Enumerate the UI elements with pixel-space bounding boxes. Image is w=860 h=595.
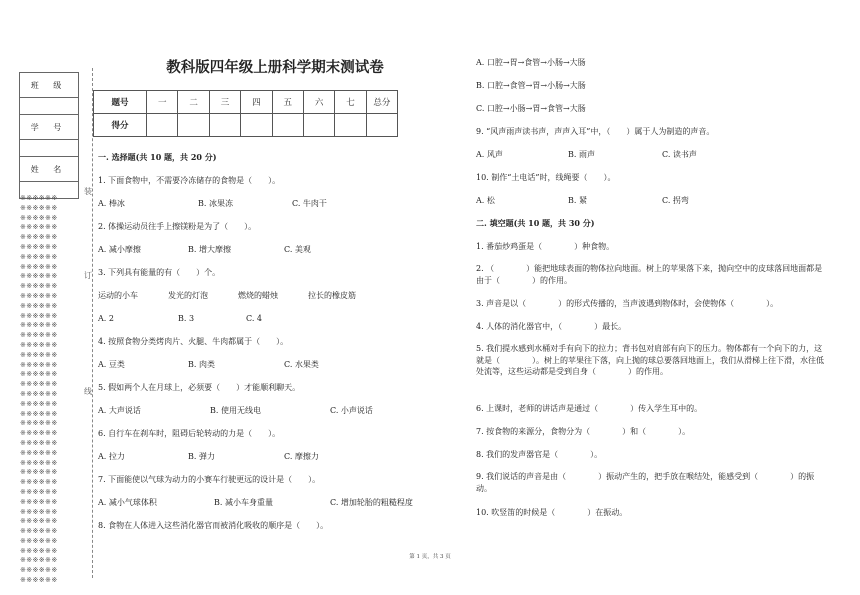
score-blank-cell[interactable] [147, 114, 178, 137]
q2-option-b: B. 增大摩擦 [188, 245, 231, 254]
page-title: 教科版四年级上册科学期末测试卷 [166, 59, 384, 76]
fill-question-5: 5. 我们提水感到水桶对手有向下的拉力；背书包对肩部有向下的压力。物体都有一个向下的力，这就是（ ）。树上的苹果往下落，向上抛的球总要落回地面上，我们从滑梯上往下滑，水往低处流等，这些运动都是受到自身（ ）的作用。 [476, 344, 824, 376]
q8-option-b: B. 口腔→食管→胃→小肠→大肠 [476, 81, 586, 90]
question-1: 1. 下面食物中，不需要冷冻储存的食物是（ ）。 [98, 176, 281, 185]
q8-option-c: C. 口腔→小肠→胃→食管→大肠 [476, 104, 586, 113]
fill-question-4: 4. 人体的消化器官中，（ ）最长。 [476, 322, 627, 331]
score-header-cell: 六 [303, 91, 334, 114]
q4-option-c: C. 水果类 [284, 360, 319, 369]
score-header-cell: 五 [272, 91, 303, 114]
q9-option-b: B. 雨声 [568, 150, 595, 159]
score-label-cell: 得分 [94, 114, 147, 137]
score-header-cell: 三 [209, 91, 240, 114]
fill-question-2: 2. （ ）能把地球表面的物体拉向地面。树上的苹果落下来，抛向空中的皮球落回地面都是由于（ ）的作用。 [476, 264, 823, 285]
q7-option-b: B. 减小车身重量 [214, 498, 273, 507]
q8-option-a: A. 口腔→胃→食管→小肠→大肠 [476, 58, 586, 67]
binding-fill-pattern: ※※※※※※ ※※※※※※ ※※※※※※ ※※※※※※ ※※※※※※ ※※※※※※ ※※※※※※ ※※※※※※ ※※※※※※ ※※※※※※ ※※※※※※ ※※※※※※ ※※※※※※ ※※※※※※ ※※※※※※ ※※※※※※ ※※※※※※ ※※※※※※ ※※※※※※ ※※※※※※ ※※※※※※ ※※※※※※ ※※※※※※ ※※※※※※ ※※※※※※ ※※※※※※ ※※※※※※ ※※※※※※ ※※※※※※ ※※※※※※ ※※※※※※ ※※※※※※ ※※※※※※ ※※※※※※ ※※※※※※ ※※※※※※ ※※※※※※ ※※※※※※ ※※※※※※ ※※※※※※ [20, 194, 58, 584]
score-blank-cell[interactable] [241, 114, 272, 137]
student-number-label: 学 号 [20, 115, 79, 140]
q6-option-c: C. 摩擦力 [284, 452, 319, 461]
fill-question-9: 9. 我们说话的声音是由（ ）振动产生的，把手放在喉结处，能感受到（ ）的振动。 [476, 472, 815, 493]
score-blank-cell[interactable] [303, 114, 334, 137]
q5-option-a: A. 大声说话 [98, 406, 141, 415]
fill-question-1: 1. 番茄炒鸡蛋是（ ）种食物。 [476, 242, 615, 251]
binding-char-zhuang: 装 [84, 187, 92, 196]
score-header-cell: 总分 [366, 91, 397, 114]
q1-option-c: C. 牛肉干 [292, 199, 327, 208]
score-blank-cell[interactable] [178, 114, 209, 137]
fill-question-3: 3. 声音是以（ ）的形式传播的，当声波遇到物体时，会使物体（ ）。 [476, 299, 779, 308]
score-header-cell: 七 [335, 91, 366, 114]
fill-question-10: 10. 吹竖笛的时候是（ ）在振动。 [476, 508, 628, 517]
q2-option-a: A. 减小摩擦 [98, 245, 141, 254]
question-5: 5. 假如两个人在月球上，必须要（ ）才能顺利聊天。 [98, 383, 301, 392]
q3-item-4: 拉长的橡皮筋 [308, 291, 356, 300]
question-9: 9. “风声雨声读书声，声声入耳”中，（ ）属于人为制造的声音。 [476, 127, 715, 136]
q10-option-b: B. 紧 [568, 196, 587, 205]
score-header-cell: 二 [178, 91, 209, 114]
q1-option-b: B. 冰果冻 [198, 199, 233, 208]
binding-dashed-line [92, 68, 93, 578]
q10-option-a: A. 松 [476, 196, 495, 205]
class-label: 班 级 [20, 73, 79, 98]
q9-option-a: A. 风声 [476, 150, 503, 159]
q1-option-a: A. 棒冰 [98, 199, 125, 208]
score-header-cell: 一 [147, 91, 178, 114]
question-7: 7. 下面能使以气球为动力的小赛车行驶更远的设计是（ ）。 [98, 475, 321, 484]
q3-option-b: B. 3 [178, 314, 195, 323]
section1-heading: 一. 选择题(共 10 题，共 20 分) [98, 152, 217, 162]
question-4: 4. 按照食物分类烤肉片、火腿、牛肉都属于（ ）。 [98, 337, 289, 346]
score-table-header-row [94, 91, 398, 114]
question-3: 3. 下列具有能量的有（ ）个。 [98, 268, 221, 277]
score-blank-cell[interactable] [272, 114, 303, 137]
q3-item-2: 发光的灯泡 [168, 291, 208, 300]
fill-question-7: 7. 按食物的来源分，食物分为（ ）和（ ）。 [476, 427, 691, 436]
score-table [93, 90, 398, 137]
binding-char-ding: 订 [84, 271, 92, 280]
score-blank-cell[interactable] [209, 114, 240, 137]
student-info-table [19, 72, 79, 199]
q4-option-b: B. 肉类 [188, 360, 215, 369]
fill-question-8: 8. 我们的发声器官是（ ）。 [476, 450, 603, 459]
q7-option-c: C. 增加轮胎的粗糙程度 [330, 498, 413, 507]
question-2: 2. 体操运动员往手上擦镁粉是为了（ ）。 [98, 222, 257, 231]
question-8: 8. 食物在人体进入这些消化器官而被消化吸收的顺序是（ ）。 [98, 521, 329, 530]
q3-option-c: C. 4 [246, 314, 263, 323]
score-header-cell: 四 [241, 91, 272, 114]
q2-option-c: C. 美观 [284, 245, 311, 254]
q6-option-b: B. 弹力 [188, 452, 215, 461]
q9-option-c: C. 读书声 [662, 150, 697, 159]
score-blank-cell[interactable] [335, 114, 366, 137]
score-header-cell: 题号 [94, 91, 147, 114]
q3-option-a: A. 2 [98, 314, 114, 323]
question-6: 6. 自行车在刹车时，阻碍后轮转动的力是（ ）。 [98, 429, 281, 438]
binding-char-xian: 线 [84, 387, 92, 396]
q7-option-a: A. 减小气球体积 [98, 498, 157, 507]
section2-heading: 二. 填空题(共 10 题，共 30 分) [476, 218, 595, 228]
class-field[interactable] [20, 98, 79, 115]
fill-question-6: 6. 上课时，老师的讲话声是通过（ ）传入学生耳中的。 [476, 404, 703, 413]
name-label: 姓 名 [20, 157, 79, 182]
score-blank-cell[interactable] [366, 114, 397, 137]
q10-option-c: C. 拐弯 [662, 196, 689, 205]
q3-item-1: 运动的小车 [98, 291, 138, 300]
q6-option-a: A. 拉力 [98, 452, 125, 461]
score-table-score-row [94, 114, 398, 137]
question-10: 10. 制作“土电话”时，线绳要（ ）。 [476, 173, 616, 182]
q4-option-a: A. 豆类 [98, 360, 125, 369]
q5-option-c: C. 小声说话 [330, 406, 373, 415]
page-footer: 第 1 页，共 3 页 [409, 554, 451, 560]
student-number-field[interactable] [20, 140, 79, 157]
q3-item-3: 燃烧的蜡烛 [238, 291, 278, 300]
q5-option-b: B. 使用无线电 [210, 406, 261, 415]
